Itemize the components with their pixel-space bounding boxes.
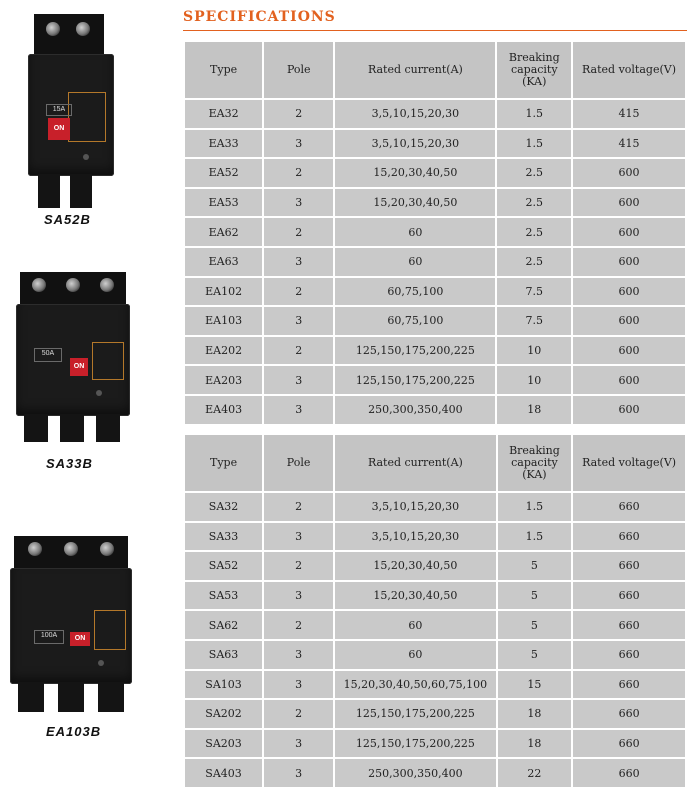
cell-rated-voltage: 600 [573,159,685,187]
cell-rated-voltage: 660 [573,759,685,787]
table-row [185,218,685,246]
cell-rated-voltage: 600 [573,218,685,246]
breaker-image-sa33b [16,272,130,444]
cell-rated-current: 15,20,30,40,50 [335,582,496,610]
breaker-rating-plate [94,610,126,650]
cell-rated-current: 3,5,10,15,20,30 [335,100,495,128]
product-label-sa52b: SA52B [44,212,91,227]
ea-specifications-table [183,40,687,426]
breaker-on-toggle: ON [48,118,70,140]
cell-rated-voltage: 660 [573,671,685,699]
breaker-terminal-block [34,14,104,58]
cell-pole: 3 [264,396,333,424]
cell-type: EA202 [185,337,262,365]
cell-rated-current: 15,20,30,40,50 [335,552,496,580]
table-row [185,523,685,551]
cell-pole: 3 [264,582,333,610]
cell-rated-current: 125,150,175,200,225 [335,700,496,728]
breaker-amp-label: 50A [34,348,62,362]
cell-rated-voltage: 600 [573,396,685,424]
cell-pole: 3 [264,366,333,394]
table-row [185,159,685,187]
breaker-image-sa52b [28,14,114,210]
table-row [185,100,685,128]
cell-pole: 2 [264,100,333,128]
column-header-pole: Pole [264,435,333,491]
cell-pole: 2 [264,278,333,306]
cell-rated-current: 15,20,30,40,50,60,75,100 [335,671,496,699]
cell-breaking-capacity: 7.5 [497,278,571,306]
product-label-ea103b: EA103B [46,724,102,739]
cell-rated-current: 60 [335,248,495,276]
cell-rated-current: 125,150,175,200,225 [335,366,495,394]
cell-rated-current: 3,5,10,15,20,30 [335,523,496,551]
cell-type: EA403 [185,396,262,424]
table-row [185,307,685,335]
terminal-screw-icon [28,542,42,556]
terminal-screw-icon [100,278,114,292]
table-header-row [185,42,685,98]
cell-pole: 2 [264,337,333,365]
breaker-rating-plate [68,92,106,142]
cell-pole: 3 [264,523,333,551]
cell-type: EA33 [185,130,262,158]
cell-type: SA103 [185,671,262,699]
column-header-pole: Pole [264,42,333,98]
cell-rated-current: 15,20,30,40,50 [335,189,495,217]
cell-type: SA33 [185,523,262,551]
breaker-leg [98,682,124,712]
terminal-screw-icon [66,278,80,292]
cell-pole: 2 [264,611,333,639]
cell-rated-current: 125,150,175,200,225 [335,337,495,365]
table-row [185,130,685,158]
terminal-screw-icon [32,278,46,292]
table-row [185,552,685,580]
cell-rated-current: 60 [335,611,496,639]
cell-rated-voltage: 660 [573,700,685,728]
cell-breaking-capacity: 22 [498,759,571,787]
table-row [185,337,685,365]
product-label-sa33b: SA33B [46,456,93,471]
column-header-breaking-capacity: Breaking capacity (KA) [498,435,571,491]
breaker-amp-label: 15A [46,104,72,116]
breaker-on-toggle: ON [70,358,88,376]
cell-breaking-capacity: 2.5 [497,248,571,276]
cell-type: EA63 [185,248,262,276]
cell-rated-voltage: 660 [573,523,685,551]
cell-type: SA63 [185,641,262,669]
cell-type: EA203 [185,366,262,394]
cell-breaking-capacity: 1.5 [497,130,571,158]
cell-breaking-capacity: 10 [497,366,571,394]
cell-rated-voltage: 660 [573,552,685,580]
cell-type: EA52 [185,159,262,187]
cell-rated-current: 3,5,10,15,20,30 [335,130,495,158]
breaker-image-ea103b [10,536,132,714]
terminal-screw-icon [64,542,78,556]
cell-breaking-capacity: 18 [498,700,571,728]
breaker-leg [60,414,84,442]
cell-pole: 3 [264,130,333,158]
column-header-rated-voltage: Rated voltage(V) [573,435,685,491]
table-row [185,493,685,521]
cell-breaking-capacity: 7.5 [497,307,571,335]
column-header-rated-voltage: Rated voltage(V) [573,42,685,98]
cell-rated-voltage: 660 [573,611,685,639]
table-row [185,278,685,306]
cell-breaking-capacity: 1.5 [498,493,571,521]
column-header-rated-current: Rated current(A) [335,42,495,98]
cell-pole: 3 [264,730,333,758]
cell-pole: 3 [264,248,333,276]
cell-rated-voltage: 600 [573,366,685,394]
cell-rated-voltage: 415 [573,100,685,128]
cell-rated-voltage: 600 [573,248,685,276]
terminal-screw-icon [46,22,60,36]
table-row [185,611,685,639]
cell-breaking-capacity: 5 [498,552,571,580]
cell-type: EA53 [185,189,262,217]
table-row [185,671,685,699]
breaker-leg [24,414,48,442]
table-row [185,396,685,424]
table-row [185,582,685,610]
cell-type: EA32 [185,100,262,128]
cell-type: EA62 [185,218,262,246]
cell-type: SA62 [185,611,262,639]
breaker-leg [18,682,44,712]
cell-pole: 3 [264,307,333,335]
cell-pole: 3 [264,641,333,669]
column-header-type: Type [185,435,262,491]
table-header-row [185,435,685,491]
breaker-rating-plate [92,342,124,380]
cell-breaking-capacity: 18 [497,396,571,424]
table-row [185,248,685,276]
cell-rated-current: 60 [335,218,495,246]
cell-breaking-capacity: 18 [498,730,571,758]
cell-pole: 3 [264,189,333,217]
cell-rated-current: 250,300,350,400 [335,396,495,424]
table-row [185,189,685,217]
cell-rated-voltage: 415 [573,130,685,158]
cell-pole: 2 [264,700,333,728]
cell-breaking-capacity: 1.5 [498,523,571,551]
cell-rated-voltage: 600 [573,337,685,365]
table-row [185,700,685,728]
cell-breaking-capacity: 2.5 [497,189,571,217]
breaker-leg [70,174,92,208]
cell-breaking-capacity: 15 [498,671,571,699]
terminal-screw-icon [76,22,90,36]
table-row [185,730,685,758]
cell-rated-current: 125,150,175,200,225 [335,730,496,758]
column-header-type: Type [185,42,262,98]
cell-breaking-capacity: 10 [497,337,571,365]
cell-breaking-capacity: 5 [498,611,571,639]
cell-rated-voltage: 660 [573,730,685,758]
cell-type: SA403 [185,759,262,787]
cell-rated-current: 15,20,30,40,50 [335,159,495,187]
cell-type: EA102 [185,278,262,306]
cell-type: SA32 [185,493,262,521]
cell-pole: 2 [264,159,333,187]
cell-breaking-capacity: 2.5 [497,159,571,187]
cell-type: SA203 [185,730,262,758]
breaker-screw-icon [98,660,104,666]
cell-rated-voltage: 660 [573,493,685,521]
cell-rated-voltage: 600 [573,278,685,306]
sa-specifications-table [183,433,687,789]
column-header-breaking-capacity: Breaking capacity (KA) [497,42,571,98]
breaker-on-toggle: ON [70,632,90,646]
cell-pole: 2 [264,552,333,580]
table-row [185,759,685,787]
cell-breaking-capacity: 5 [498,641,571,669]
cell-breaking-capacity: 5 [498,582,571,610]
cell-rated-current: 60 [335,641,496,669]
cell-type: SA52 [185,552,262,580]
specifications-heading: SPECIFICATIONS [183,9,336,25]
cell-pole: 3 [264,671,333,699]
table-row [185,641,685,669]
cell-rated-voltage: 660 [573,641,685,669]
breaker-leg [96,414,120,442]
breaker-amp-label: 100A [34,630,64,644]
heading-divider [183,30,687,31]
table-row [185,366,685,394]
cell-pole: 3 [264,759,333,787]
terminal-screw-icon [100,542,114,556]
breaker-screw-icon [83,154,89,160]
cell-type: EA103 [185,307,262,335]
cell-breaking-capacity: 1.5 [497,100,571,128]
breaker-leg [58,682,84,712]
cell-rated-voltage: 660 [573,582,685,610]
cell-breaking-capacity: 2.5 [497,218,571,246]
breaker-screw-icon [96,390,102,396]
cell-rated-voltage: 600 [573,189,685,217]
breaker-leg [38,174,60,208]
column-header-rated-current: Rated current(A) [335,435,496,491]
cell-pole: 2 [264,218,333,246]
cell-pole: 2 [264,493,333,521]
cell-rated-voltage: 600 [573,307,685,335]
cell-type: SA202 [185,700,262,728]
cell-type: SA53 [185,582,262,610]
cell-rated-current: 3,5,10,15,20,30 [335,493,496,521]
cell-rated-current: 60,75,100 [335,307,495,335]
cell-rated-current: 250,300,350,400 [335,759,496,787]
cell-rated-current: 60,75,100 [335,278,495,306]
